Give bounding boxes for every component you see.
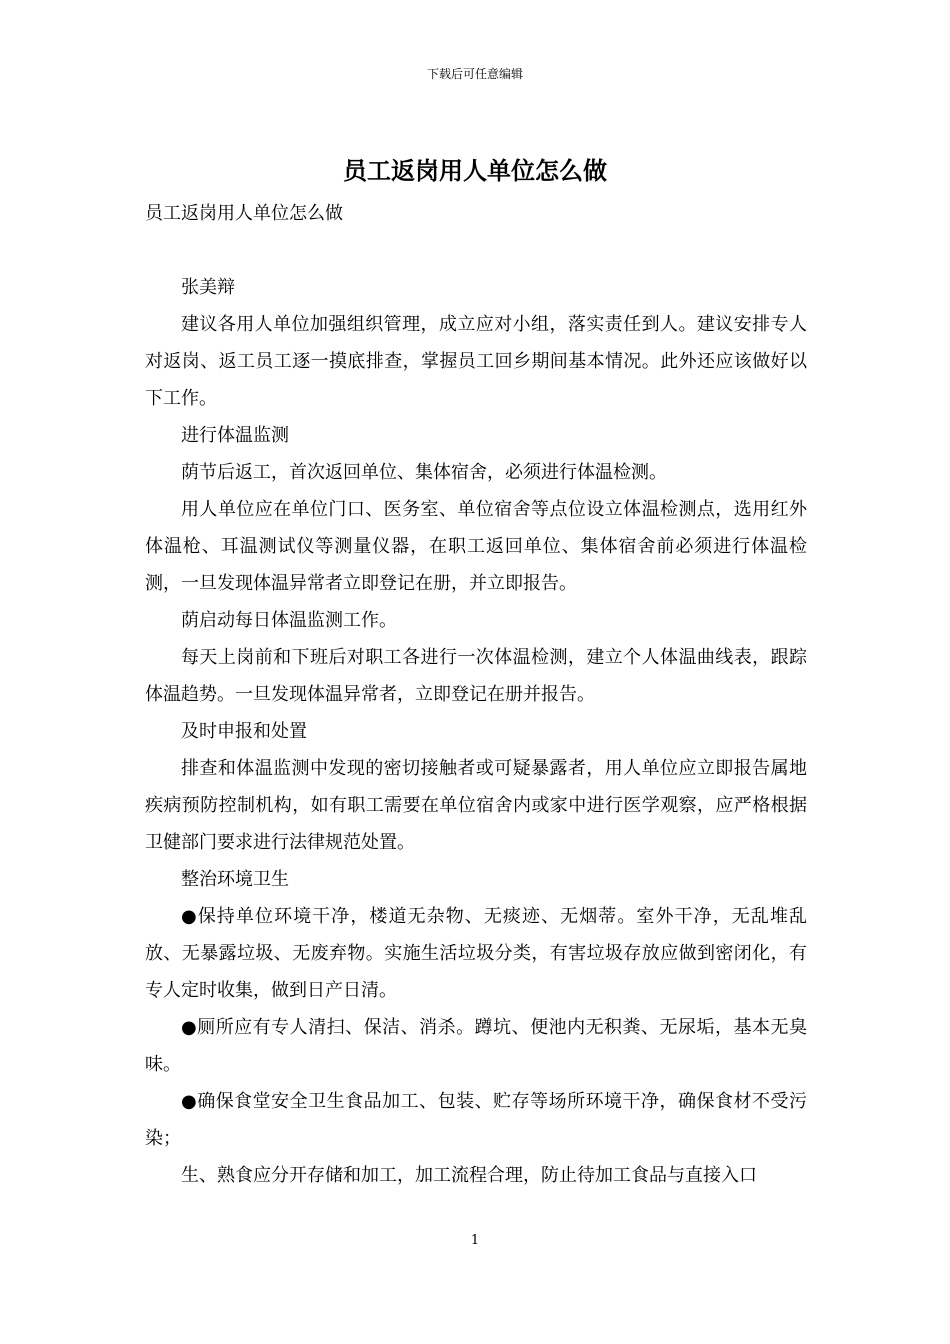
paragraph: 每天上岗前和下班后对职工各进行一次体温检测，建立个人体温曲线表，跟踪体温趋势。一旦发现体温异常者，立即登记在册并报告。: [145, 647, 807, 705]
document-subtitle: 员工返岗用人单位怎么做: [145, 203, 343, 224]
paragraph: 用人单位应在单位门口、医务室、单位宿舍等点位设立体温检测点，选用红外体温枪、耳温测试仪等测量仪器，在职工返回单位、集体宿舍前必须进行体温检测，一旦发现体温异常者立即登记在册，并立即报告。: [145, 499, 807, 594]
section-heading-sanitation: 整治环境卫生: [181, 869, 289, 890]
blank-line: [145, 232, 807, 269]
section-heading-reporting: 及时申报和处置: [181, 721, 307, 742]
paragraph: 排查和体温监测中发现的密切接触者或可疑暴露者，用人单位应立即报告属地疾病预防控制机构，如有职工需要在单位宿舍内或家中进行医学观察，应严格根据卫健部门要求进行法律规范处置。: [145, 758, 807, 853]
document-body: [145, 195, 807, 1194]
page-header-note: 下载后可任意编辑: [426, 67, 523, 81]
section-heading-temperature: 进行体温监测: [181, 425, 289, 446]
paragraph: 荫启动每日体温监测工作。: [181, 610, 397, 631]
bullet-paragraph: ●确保食堂安全卫生食品加工、包装、贮存等场所环境干净，确保食材不受污染；: [145, 1091, 807, 1149]
paragraph: 生、熟食应分开存储和加工，加工流程合理，防止待加工食品与直接入口: [181, 1165, 757, 1186]
bullet-paragraph: ●保持单位环境干净，楼道无杂物、无痰迹、无烟蒂。室外干净，无乱堆乱放、无暴露垃圾、无废弃物。实施生活垃圾分类，有害垃圾存放应做到密闭化，有专人定时收集，做到日产日清。: [145, 906, 807, 1001]
paragraph: 荫节后返工，首次返回单位、集体宿舍，必须进行体温检测。: [181, 462, 667, 483]
document-title: 员工返岗用人单位怎么做: [343, 156, 607, 185]
author-name: 张美辩: [181, 277, 235, 298]
bullet-paragraph: ●厕所应有专人清扫、保洁、消杀。蹲坑、便池内无积粪、无尿垢，基本无臭味。: [145, 1017, 807, 1075]
paragraph-intro: 建议各用人单位加强组织管理，成立应对小组，落实责任到人。建议安排专人对返岗、返工员工逐一摸底排查，掌握员工回乡期间基本情况。此外还应该做好以下工作。: [145, 314, 807, 409]
page-number: 1: [470, 1233, 480, 1248]
